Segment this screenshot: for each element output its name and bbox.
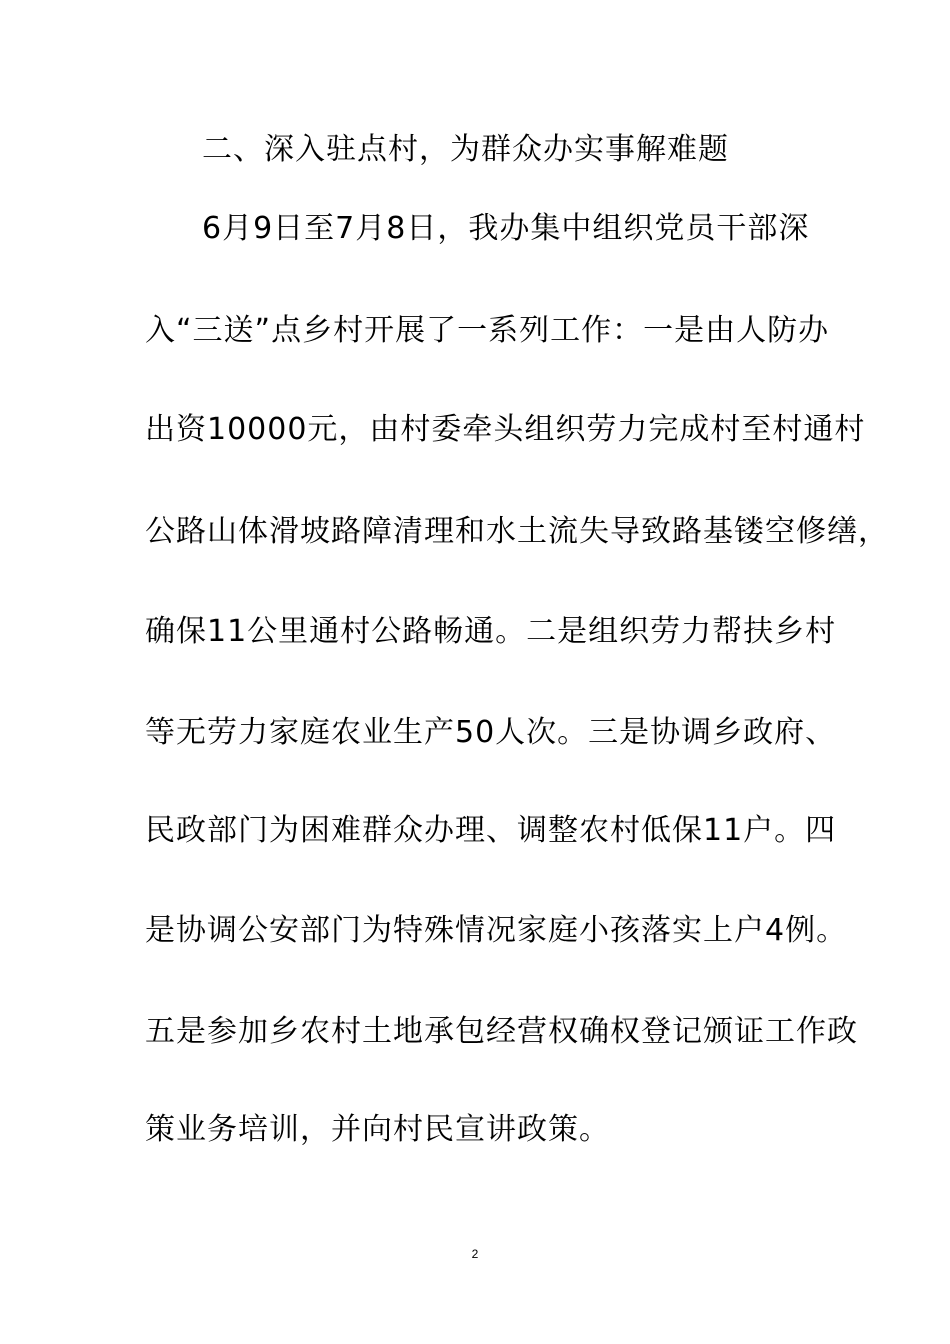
paragraph-line: 是协调公安部门为特殊情况家庭小孩落实上户4例。	[145, 913, 848, 948]
paragraph-line: 策业务培训，并向村民宣讲政策。	[145, 1112, 610, 1147]
paragraph-line: 6月9日至7月8日，我办集中组织党员干部深	[202, 211, 810, 246]
paragraph-line: 等无劳力家庭农业生产50人次。三是协调乡政府、	[145, 715, 837, 750]
paragraph-line: 出资10000元，由村委牵头组织劳力完成村至村通村	[145, 412, 866, 447]
paragraph-line: 民政部门为困难群众办理、调整农村低保11户。四	[145, 813, 837, 848]
paragraph-line: 确保11公里通村公路畅通。二是组织劳力帮扶乡村	[145, 614, 837, 649]
section-heading: 二、深入驻点村，为群众办实事解难题	[202, 132, 729, 167]
paragraph-line: 公路山体滑坡路障清理和水土流失导致路基镂空修缮，	[145, 514, 889, 549]
paragraph-line: 五是参加乡农村土地承包经营权确权登记颁证工作政	[145, 1014, 858, 1049]
page-number: 2	[471, 1247, 479, 1261]
paragraph-line: 入“三送”点乡村开展了一系列工作：一是由人防办	[145, 313, 830, 348]
